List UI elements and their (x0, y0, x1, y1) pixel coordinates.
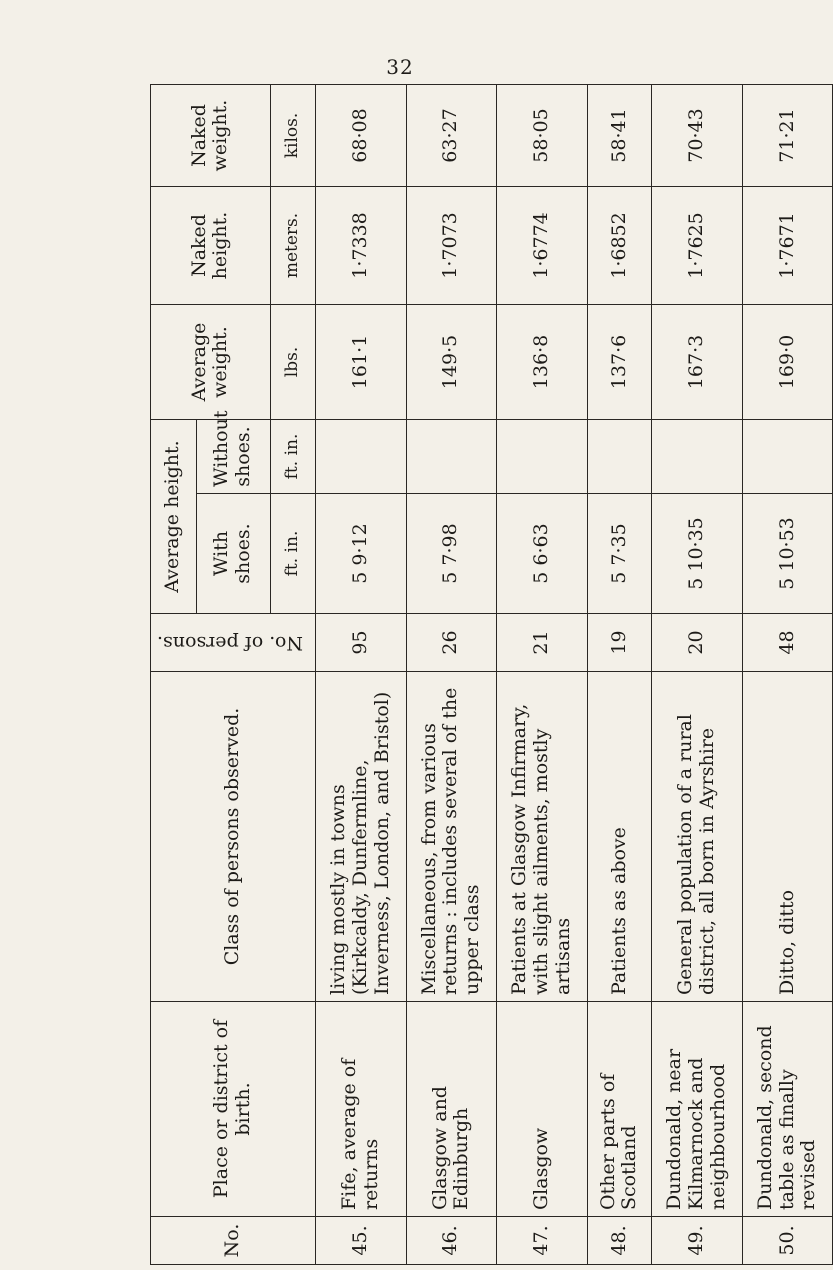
row-place: Glasgow and Edinburgh (406, 1002, 497, 1217)
row-persons: 48 (742, 614, 833, 672)
row-class: Ditto, ditto (742, 672, 833, 1002)
table-row (497, 84, 588, 1264)
row-naked-height: 1·7671 (742, 186, 833, 304)
row-without-shoes (587, 419, 651, 493)
row-naked-height: 1·7625 (651, 186, 742, 304)
unit-with-shoes: ft. in. (270, 494, 315, 614)
row-naked-height: 1·6852 (587, 186, 651, 304)
row-avg-weight: 136·8 (497, 304, 588, 419)
row-no: 48. (587, 1217, 651, 1265)
header-no: No. (151, 1217, 316, 1265)
row-naked-weight: 70·43 (651, 84, 742, 186)
row-place: Dundonald, near Kilmarnock and neighbourhood (651, 1002, 742, 1217)
row-place: Dundonald, second table as finally revised (742, 1002, 833, 1217)
row-no: 47. (497, 1217, 588, 1265)
row-without-shoes (406, 419, 497, 493)
row-naked-weight: 58·41 (587, 84, 651, 186)
header-avg-weight: Average weight. (151, 304, 271, 419)
header-without-shoes: Without shoes. (196, 419, 270, 493)
row-class: General population of a rural district, all born in Ayrshire (651, 672, 742, 1002)
row-place: Glasgow (497, 1002, 588, 1217)
row-with-shoes: 5 10·35 (651, 494, 742, 614)
row-class: living mostly in towns (Kirkcaldy, Dunfermline, Inverness, London, and Bristol) (315, 672, 406, 1002)
row-naked-weight: 63·27 (406, 84, 497, 186)
row-no: 45. (315, 1217, 406, 1265)
row-persons: 95 (315, 614, 406, 672)
row-persons: 26 (406, 614, 497, 672)
unit-without-shoes: ft. in. (270, 419, 315, 493)
table-row (406, 84, 497, 1264)
rotated-table-container (150, 85, 820, 1265)
header-place: Place or district of birth. (151, 1002, 316, 1217)
row-avg-weight: 149·5 (406, 304, 497, 419)
row-no: 50. (742, 1217, 833, 1265)
row-with-shoes: 5 7·98 (406, 494, 497, 614)
unit-naked-height: meters. (270, 186, 315, 304)
row-class: Patients at Glasgow Infirmary, with slight ailments, mostly artisans (497, 672, 588, 1002)
header-num-persons-label: No. of persons. (157, 632, 304, 655)
header-avg-height: Average height. (151, 419, 197, 613)
row-avg-weight: 167·3 (651, 304, 742, 419)
row-persons: 21 (497, 614, 588, 672)
table-row (742, 84, 833, 1264)
table-row (315, 84, 406, 1264)
row-naked-height: 1·6774 (497, 186, 588, 304)
row-naked-weight: 71·21 (742, 84, 833, 186)
row-avg-weight: 137·6 (587, 304, 651, 419)
row-place: Fife, average of returns (315, 1002, 406, 1217)
header-with-shoes: With shoes. (196, 494, 270, 614)
row-naked-weight: 58·05 (497, 84, 588, 186)
unit-naked-weight: kilos. (270, 84, 315, 186)
page-number: 32 (386, 55, 414, 79)
row-with-shoes: 5 6·63 (497, 494, 588, 614)
table-row (651, 84, 742, 1264)
row-no: 49. (651, 1217, 742, 1265)
header-num-persons (151, 614, 316, 672)
row-class: Miscellaneous, from various returns : includes several of the upper class (406, 672, 497, 1002)
row-avg-weight: 161·1 (315, 304, 406, 419)
row-without-shoes (497, 419, 588, 493)
row-avg-weight: 169·0 (742, 304, 833, 419)
row-naked-height: 1·7338 (315, 186, 406, 304)
row-naked-height: 1·7073 (406, 186, 497, 304)
table-row (587, 84, 651, 1264)
row-persons: 20 (651, 614, 742, 672)
row-without-shoes (742, 419, 833, 493)
row-place: Other parts of Scotland (587, 1002, 651, 1217)
row-no: 46. (406, 1217, 497, 1265)
stature-table (150, 84, 833, 1265)
row-with-shoes: 5 10·53 (742, 494, 833, 614)
header-naked-height: Naked height. (151, 186, 271, 304)
header-class: Class of persons observed. (151, 672, 316, 1002)
row-without-shoes (651, 419, 742, 493)
header-naked-weight: Naked weight. (151, 84, 271, 186)
row-persons: 19 (587, 614, 651, 672)
row-without-shoes (315, 419, 406, 493)
row-class: Patients as above (587, 672, 651, 1002)
unit-avg-weight: lbs. (270, 304, 315, 419)
row-naked-weight: 68·08 (315, 84, 406, 186)
row-with-shoes: 5 9·12 (315, 494, 406, 614)
row-with-shoes: 5 7·35 (587, 494, 651, 614)
